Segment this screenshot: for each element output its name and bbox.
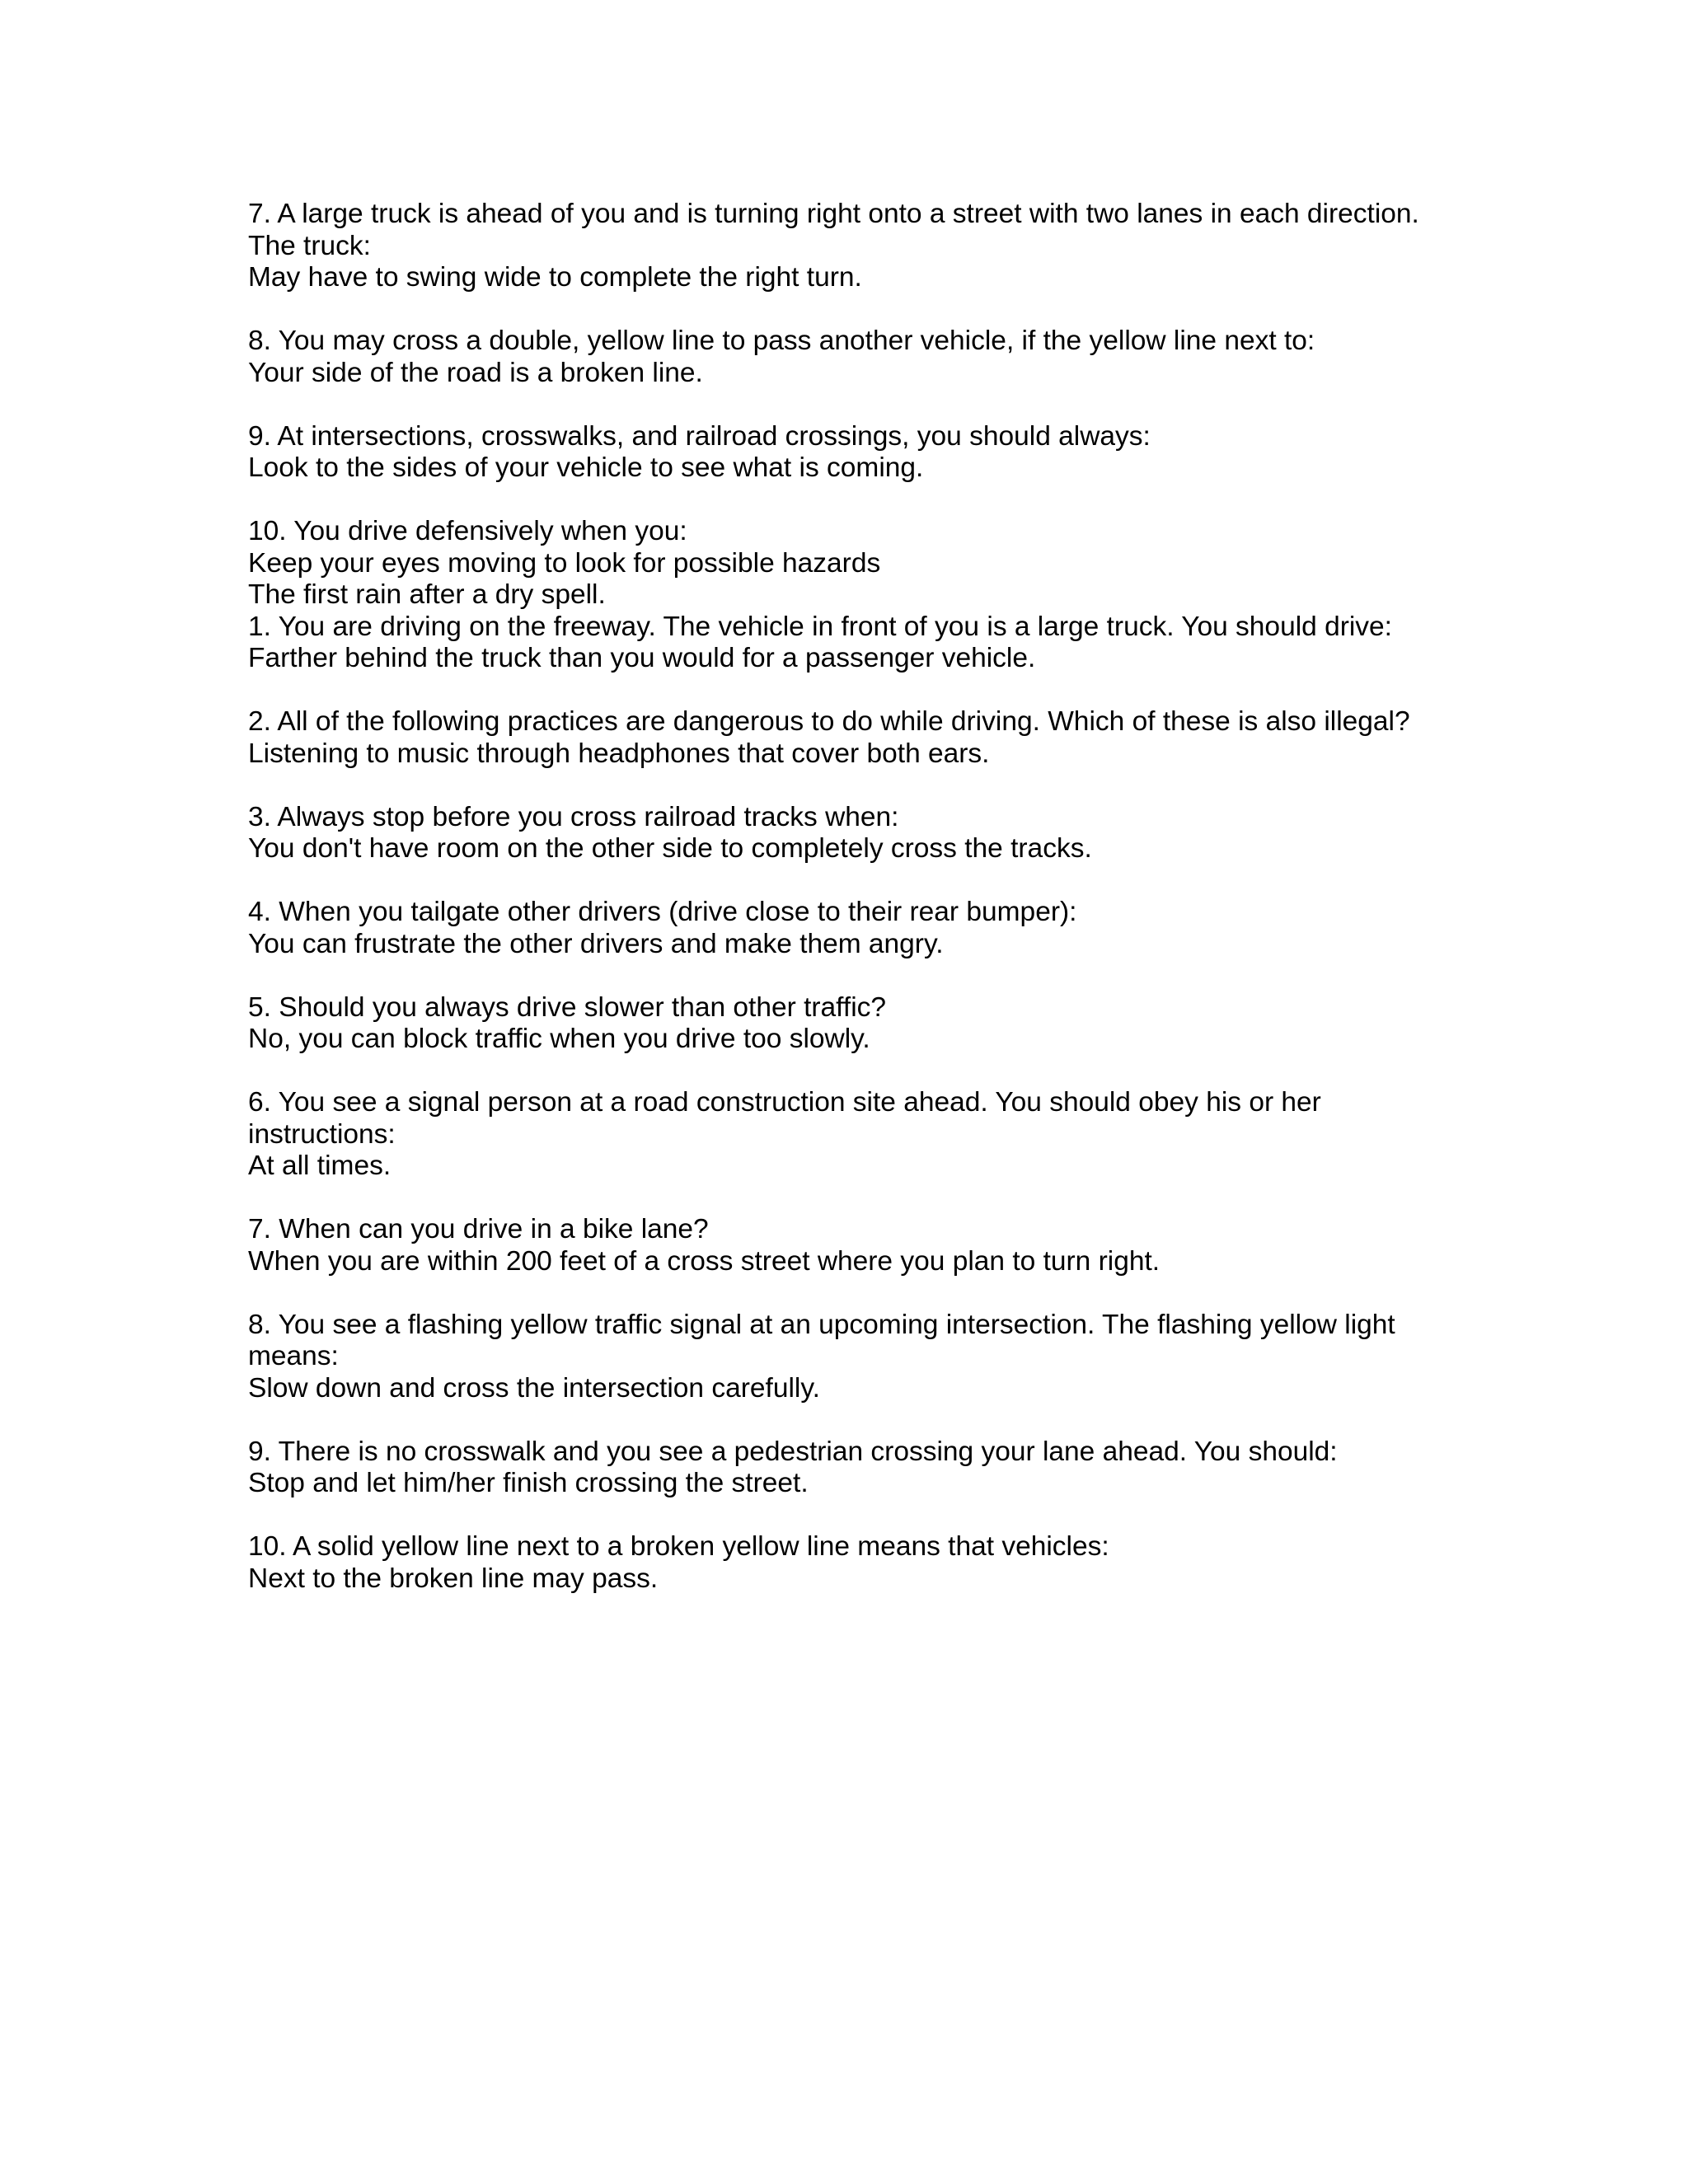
text-line: 4. When you tailgate other drivers (drive close to their rear bumper): [248,897,1077,927]
blank-line [248,770,1451,802]
text-line: means: [248,1341,339,1371]
text-line: 9. There is no crosswalk and you see a pedestrian crossing your lane ahead. You should: [248,1436,1338,1467]
text-line: Stop and let him/her finish crossing the street. [248,1468,809,1498]
text-line: 2. All of the following practices are dangerous to do while driving. Which of these is also illegal? [248,706,1410,737]
text-line: At all times. [248,1151,392,1181]
text-line: May have to swing wide to complete the right turn. [248,262,862,293]
text-line: Farther behind the truck than you would for a passenger vehicle. [248,643,1036,673]
text-line: Your side of the road is a broken line. [248,357,703,388]
text-line: 8. You may cross a double, yellow line to pass another vehicle, if the yellow line next to: [248,326,1315,356]
blank-line [248,1183,1451,1215]
text-line: Keep your eyes moving to look for possible hazards [248,547,881,579]
text-line: instructions: [248,1118,396,1150]
text-line: Next to the broken line may pass. [248,1563,659,1594]
blank-line [248,485,1451,517]
text-line: Look to the sides of your vehicle to see what is coming. [248,452,924,483]
text-line: The truck: [248,230,371,261]
blank-line [248,1500,1451,1532]
text-line: You can frustrate the other drivers and make them angry. [248,928,944,959]
blank-line [248,1404,1451,1436]
blank-line [248,865,1451,898]
text-line: 9. At intersections, crosswalks, and railroad crossings, you should always: [248,420,1151,452]
blank-line [248,389,1451,421]
text-line: 10. A solid yellow line next to a broken yellow line means that vehicles: [248,1531,1109,1562]
text-line: 10. You drive defensively when you: [248,516,687,546]
text-line: The first rain after a dry spell. [248,579,606,610]
text-line: Slow down and cross the intersection carefully. [248,1372,820,1404]
text-line: 6. You see a signal person at a road construction site ahead. You should obey his or her [248,1087,1321,1118]
blank-line [248,1056,1451,1088]
text-line: 7. A large truck is ahead of you and is turning right onto a street with two lanes in each direction. [248,199,1419,229]
text-line: When you are within 200 feet of a cross street where you plan to turn right. [248,1245,1160,1277]
text-line: 5. Should you always drive slower than other traffic? [248,991,887,1023]
blank-line [248,1277,1451,1310]
blank-line [248,294,1451,326]
blank-line [248,675,1451,707]
text-line: You don't have room on the other side to completely cross the tracks. [248,833,1092,864]
text-line: 7. When can you drive in a bike lane? [248,1214,709,1244]
text-line: No, you can block traffic when you drive too slowly. [248,1024,870,1054]
text-line: Listening to music through headphones that cover both ears. [248,738,990,769]
text-line: 8. You see a flashing yellow traffic signal at an upcoming intersection. The flashing yellow light [248,1309,1395,1340]
text-line: 3. Always stop before you cross railroad tracks when: [248,801,899,832]
text-line: 1. You are driving on the freeway. The vehicle in front of you is a large truck. You should drive: [248,611,1392,642]
document-body [248,199,1451,1595]
blank-line [248,960,1451,992]
